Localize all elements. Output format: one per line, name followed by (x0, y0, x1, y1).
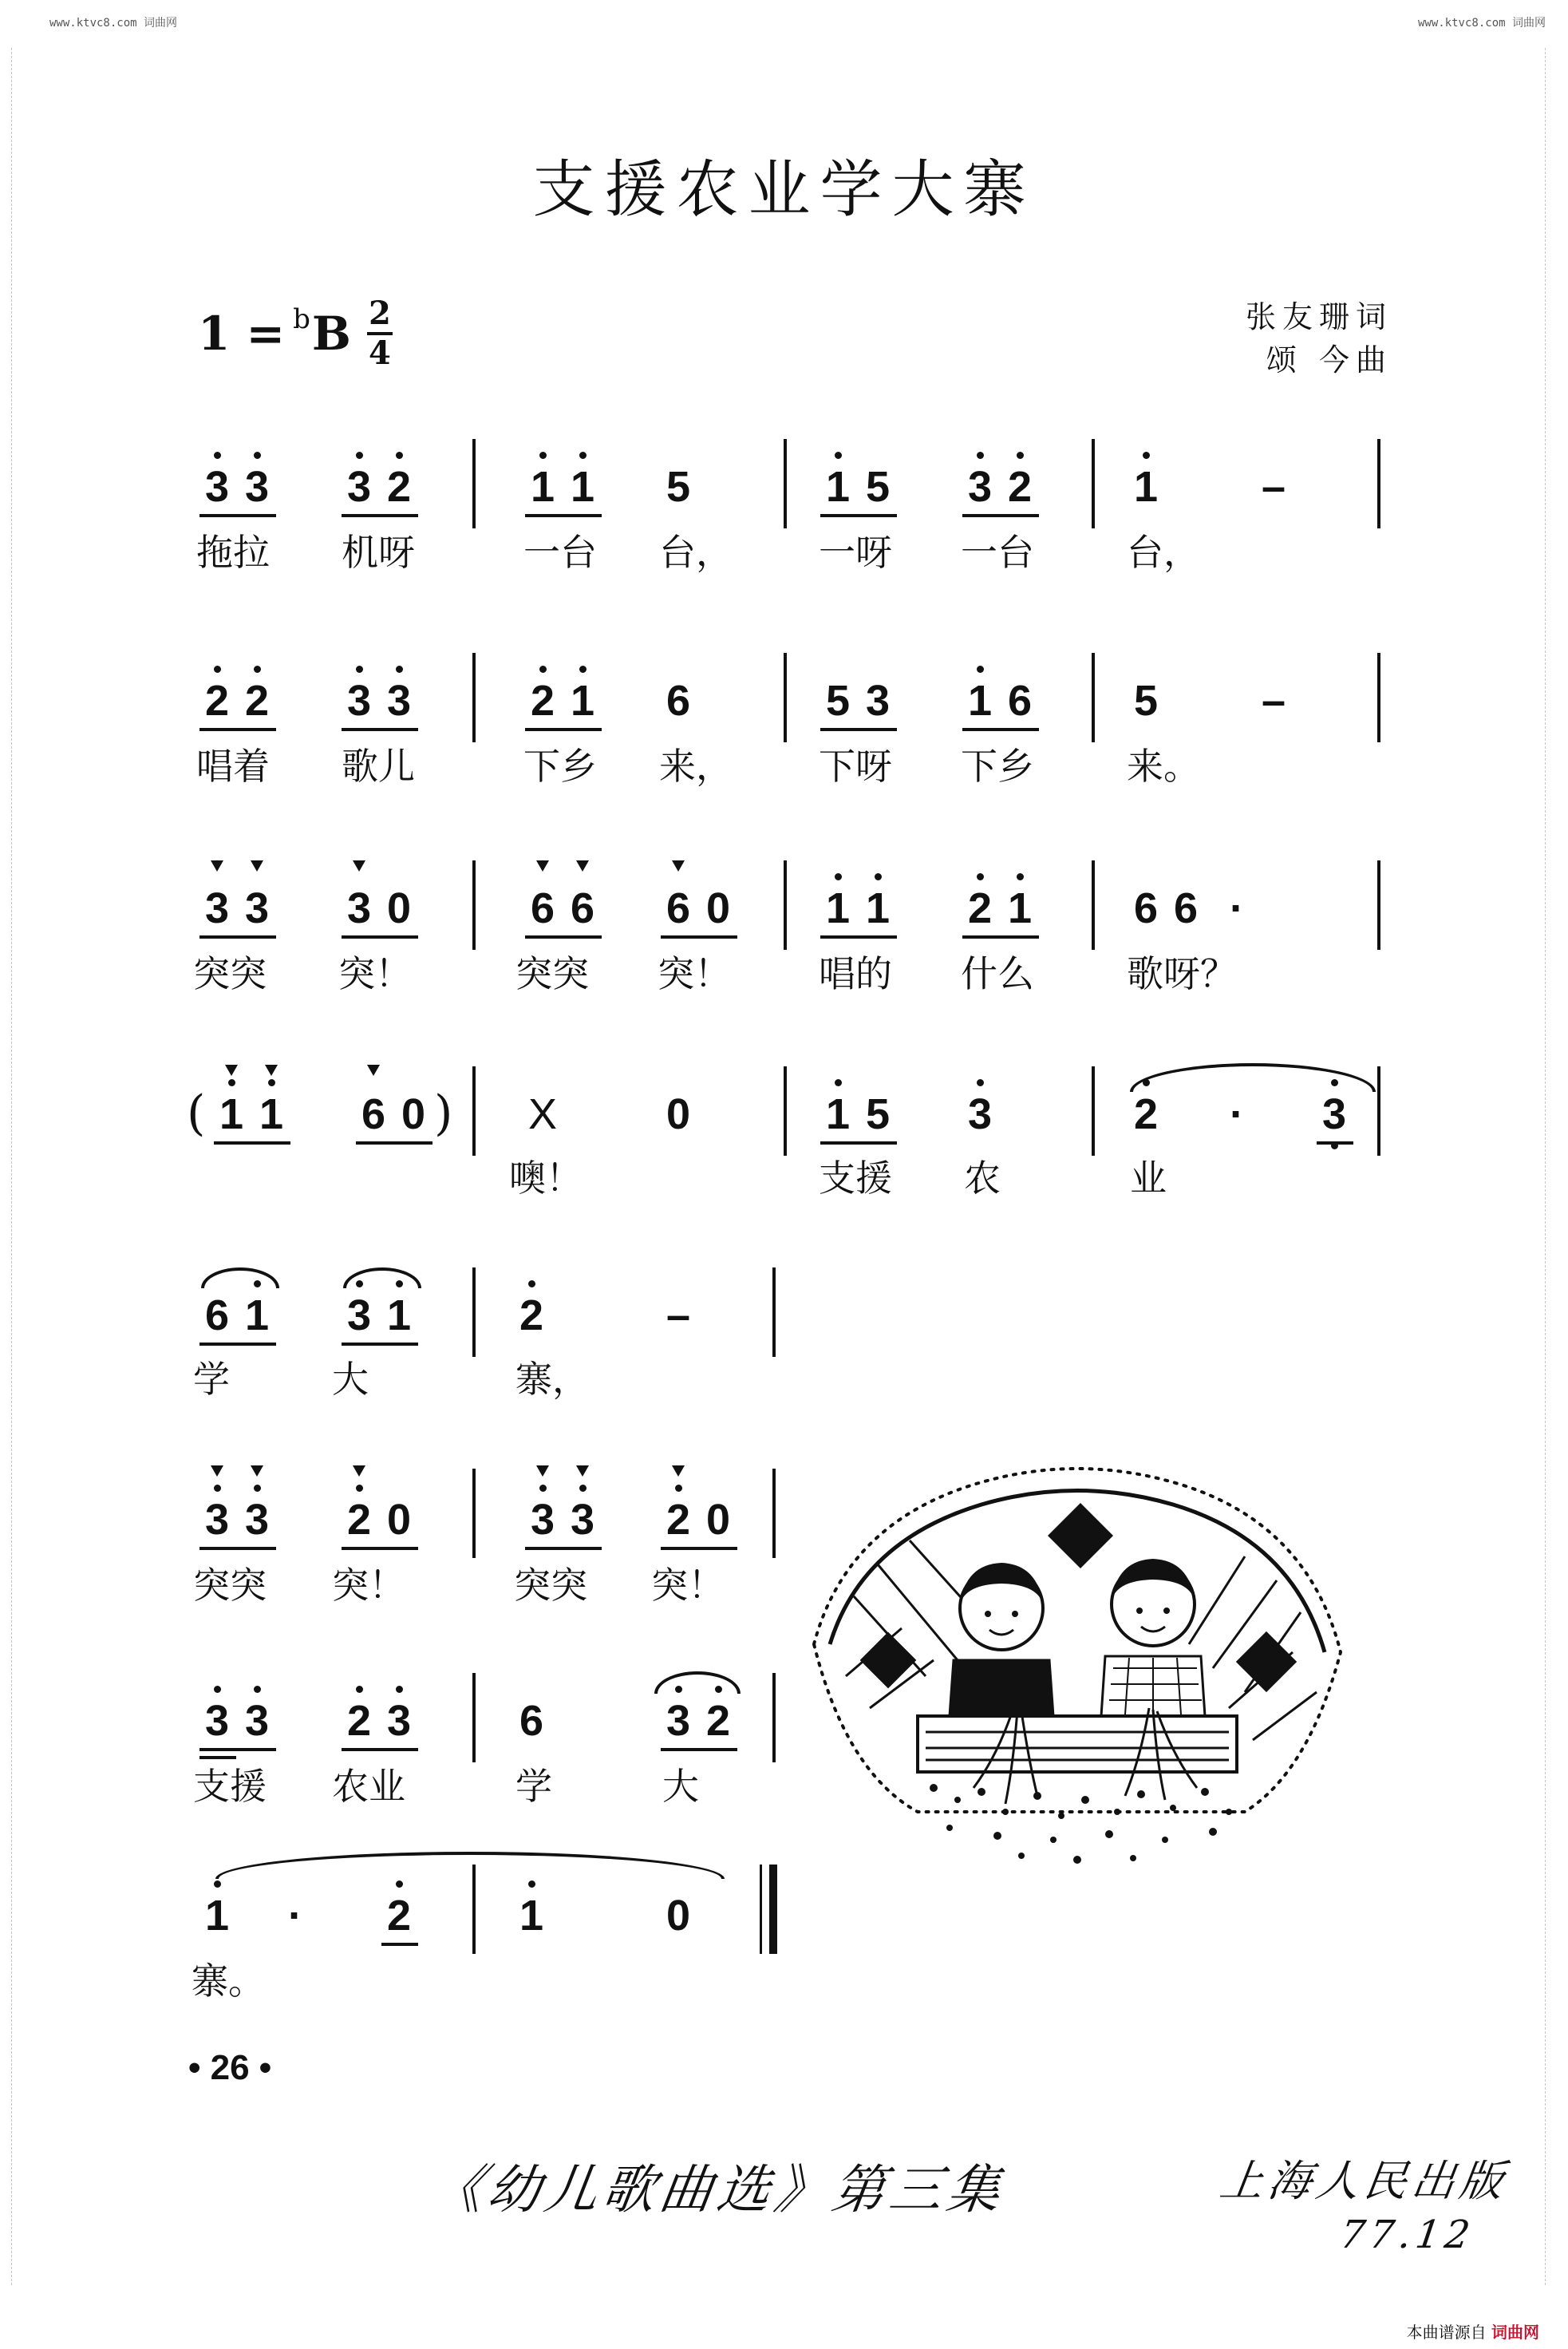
barline (784, 439, 787, 528)
slur-arc (201, 1267, 279, 1288)
lyric: 一呀 (819, 531, 892, 574)
note: 3 (865, 677, 891, 725)
lyric: 大 (662, 1765, 699, 1808)
note: 6 (204, 1291, 230, 1339)
lyric: 农业 (332, 1765, 405, 1808)
note: 3 (201, 1697, 233, 1745)
song-title: 支援农业学大寨 (532, 154, 1036, 226)
note: 6 (570, 884, 595, 932)
lyric: 寨， (515, 1358, 589, 1401)
footer-brand-link[interactable]: 词曲网 (1491, 2323, 1539, 2342)
note: 3 (343, 1291, 375, 1339)
score-row-5 (192, 1263, 1376, 1422)
note: 1 (567, 677, 598, 725)
lyric: 下呀 (819, 745, 892, 788)
beam-underline (525, 728, 602, 731)
lyric: 台， (659, 531, 733, 574)
score-row-2 (192, 645, 1376, 805)
beam-underline (199, 1748, 276, 1751)
note: 3 (527, 1496, 559, 1544)
extension-dash: – (1261, 677, 1286, 725)
note: 3 (1318, 1090, 1350, 1138)
beam-underline (199, 728, 276, 731)
note: 2 (343, 1496, 375, 1544)
barline (472, 1673, 476, 1762)
beam-underline (661, 935, 737, 939)
note: 1 (255, 1090, 287, 1138)
note: 2 (527, 677, 559, 725)
accent-mark (251, 1465, 263, 1477)
lyric: 支援 (193, 1765, 267, 1808)
note: 1 (567, 463, 598, 511)
note: 1 (964, 677, 996, 725)
note: 3 (346, 884, 372, 932)
note: 1 (862, 884, 894, 932)
barline (784, 1066, 787, 1156)
lyric: 突突 (193, 1564, 267, 1607)
score-row-1 (192, 431, 1376, 591)
lyric: 学 (515, 1765, 552, 1808)
lyric: 歌呀？ (1127, 952, 1237, 995)
note: 3 (383, 677, 415, 725)
note: 3 (244, 884, 270, 932)
barline (1092, 653, 1095, 742)
note: 5 (865, 463, 891, 511)
key-tonic: B (311, 306, 351, 361)
footer-source (1407, 2319, 1539, 2343)
note: 1 (822, 1090, 854, 1138)
note: 3 (567, 1496, 598, 1544)
accent-mark (211, 860, 223, 872)
beam-underline (199, 1547, 276, 1550)
note: 3 (201, 1496, 233, 1544)
lyric: 突！ (651, 1564, 725, 1607)
note: 3 (964, 463, 996, 511)
beam-underline (1317, 1141, 1353, 1145)
note: 0 (666, 1892, 691, 1940)
falling-grain (930, 1784, 1232, 1864)
note: 2 (702, 1697, 734, 1745)
lyric: 来。 (1127, 745, 1200, 788)
barline (472, 1469, 476, 1558)
beam-underline (661, 1547, 737, 1550)
note: 1 (215, 1090, 247, 1138)
barline (472, 1066, 476, 1156)
lyric: 突突 (514, 1564, 587, 1607)
barline (472, 1865, 476, 1954)
note: 6 (1173, 884, 1199, 932)
beam-underline (820, 728, 897, 731)
barline (1092, 439, 1095, 528)
augmentation-dot: · (1230, 1090, 1244, 1138)
lyric: 支援 (819, 1157, 892, 1200)
beam-underline (356, 1141, 432, 1145)
beam-underline (342, 728, 418, 731)
lyric: 突！ (332, 1564, 405, 1607)
accent-mark (536, 1465, 549, 1477)
note: 1 (1130, 463, 1162, 511)
note: 1 (515, 1892, 547, 1940)
lyric: 业 (1130, 1157, 1167, 1200)
barline (472, 1267, 476, 1357)
accent-mark (353, 1465, 365, 1477)
handwritten-date: 77.12 (1337, 2213, 1478, 2257)
barline (784, 653, 787, 742)
lyric: 歌儿 (342, 745, 415, 788)
note: 5 (865, 1090, 891, 1138)
note: 0 (705, 1496, 731, 1544)
beam-underline (525, 1547, 602, 1550)
final-barline-thin (760, 1865, 762, 1954)
note: 6 (666, 677, 691, 725)
beam-underline (381, 1943, 418, 1946)
beam-underline (820, 935, 897, 939)
note: 0 (401, 1090, 426, 1138)
note: 5 (1133, 677, 1159, 725)
lyric: 拖拉 (196, 531, 270, 574)
note: 0 (666, 1090, 691, 1138)
note: 0 (386, 884, 412, 932)
lyric: 一台 (961, 531, 1034, 574)
tie-arc (215, 1852, 725, 1879)
note: 2 (343, 1697, 375, 1745)
page-number: • 26 • (188, 2048, 272, 2087)
note: 2 (515, 1291, 547, 1339)
note: 1 (383, 1291, 415, 1339)
lyric: 农 (964, 1157, 1001, 1200)
tie-arc (1130, 1063, 1376, 1092)
spoken-note: X (527, 1090, 558, 1138)
note: 1 (1004, 884, 1036, 932)
left-girl-icon (950, 1563, 1053, 1716)
open-parenthesis: ( (187, 1086, 206, 1141)
note: 2 (201, 677, 233, 725)
note: 3 (964, 1090, 996, 1138)
lyric: 唱着 (196, 745, 270, 788)
handwritten-publisher: 上海人民出版 (1217, 2156, 1511, 2206)
lyric: 噢！ (509, 1157, 583, 1200)
beam-underline (342, 935, 418, 939)
final-barline-thick (769, 1865, 777, 1954)
beam-underline (342, 1343, 418, 1346)
illustration-girls-winnowing (798, 1437, 1357, 1900)
beam-underline (525, 514, 602, 517)
barline (1377, 860, 1380, 950)
note: 5 (825, 677, 851, 725)
note: 1 (527, 463, 559, 511)
note: 6 (1007, 677, 1033, 725)
note: 0 (705, 884, 731, 932)
note: 0 (386, 1496, 412, 1544)
note: 2 (1004, 463, 1036, 511)
note: 3 (343, 677, 375, 725)
note: 6 (519, 1697, 544, 1745)
barline (472, 653, 476, 742)
note: 1 (201, 1892, 233, 1940)
augmentation-dot: · (1230, 884, 1244, 932)
winnowing-box (918, 1716, 1237, 1772)
lyric: 什么 (961, 952, 1034, 995)
beam-underline (820, 514, 897, 517)
lyric: 突！ (658, 952, 731, 995)
slur-arc (343, 1267, 421, 1288)
right-margin-strip (1545, 48, 1557, 2285)
beam-underline (199, 935, 276, 939)
beam-underline (962, 728, 1039, 731)
accent-mark (367, 1065, 380, 1076)
handwritten-source: 《幼儿歌曲选》第三集 (425, 2159, 1009, 2220)
lyric: 突突 (515, 952, 589, 995)
note: 6 (1133, 884, 1159, 932)
score-row-4 (187, 1062, 1376, 1221)
note: 2 (662, 1496, 694, 1544)
close-parenthesis: ) (434, 1086, 453, 1141)
accent-mark (251, 860, 263, 872)
basket-weave (846, 1540, 1317, 1740)
note: 2 (1130, 1090, 1162, 1138)
barline (784, 860, 787, 950)
barline (472, 860, 476, 950)
accent-mark (225, 1065, 238, 1076)
meter-top: 2 (369, 295, 391, 332)
flat-sign: b (293, 303, 310, 335)
accent-mark (672, 860, 685, 872)
note: 6 (530, 884, 555, 932)
accent-mark (672, 1465, 685, 1477)
lyric: 机呀 (342, 531, 415, 574)
footer-prefix: 本曲谱源自 (1406, 2323, 1487, 2342)
accent-mark (265, 1065, 278, 1076)
extension-dash: – (1261, 463, 1286, 511)
watermark-right: www.ktvc8.com 词曲网 (1417, 17, 1546, 30)
accent-mark (536, 860, 549, 872)
beam-underline (525, 935, 602, 939)
beam-underline (962, 514, 1039, 517)
note: 1 (822, 884, 854, 932)
barline (472, 439, 476, 528)
beam-underline (342, 1748, 418, 1751)
key-signature (198, 294, 393, 374)
barline (1377, 439, 1380, 528)
note: 6 (361, 1090, 386, 1138)
note: 6 (666, 884, 691, 932)
beam-underline (962, 935, 1039, 939)
meter-bottom: 4 (369, 334, 391, 372)
lyric: 下乡 (523, 745, 597, 788)
note: 3 (241, 1697, 273, 1745)
lyric: 学 (193, 1358, 230, 1401)
note: 2 (383, 1892, 415, 1940)
accent-mark (576, 1465, 589, 1477)
lyric: 台， (1127, 531, 1200, 574)
note: 1 (241, 1291, 273, 1339)
barline (772, 1469, 776, 1558)
note: 5 (666, 463, 691, 511)
composer-credit: 颂 今曲 (1266, 342, 1392, 378)
note: 3 (383, 1697, 415, 1745)
barline (1377, 1066, 1380, 1156)
note: 3 (241, 1496, 273, 1544)
right-girl-icon (1101, 1559, 1205, 1716)
beam-underline (342, 1547, 418, 1550)
beam-underline (342, 514, 418, 517)
accent-mark (576, 860, 589, 872)
key-prefix: 1 = (198, 306, 286, 361)
note: 2 (383, 463, 415, 511)
note: 3 (343, 463, 375, 511)
lyric: 突突 (193, 952, 267, 995)
extension-dash: – (666, 1291, 691, 1339)
lyric: 突！ (338, 952, 412, 995)
time-signature (367, 295, 393, 372)
lyric: 一台 (523, 531, 597, 574)
augmentation-dot: · (288, 1892, 302, 1940)
note: 3 (204, 884, 230, 932)
note: 3 (662, 1697, 694, 1745)
left-margin-strip (11, 48, 23, 2285)
beam-underline (820, 1141, 897, 1145)
lyricist-credit: 张友珊词 (1245, 299, 1392, 334)
beam-underline (214, 1141, 290, 1145)
lyric: 下乡 (961, 745, 1034, 788)
beam-underline (199, 1343, 276, 1346)
note: 2 (241, 677, 273, 725)
score-row-3 (192, 860, 1376, 1020)
beam-underline (661, 1748, 737, 1751)
slur-arc (654, 1671, 741, 1694)
beam-underline (199, 514, 276, 517)
lyric: 大 (332, 1358, 369, 1401)
accent-mark (353, 860, 365, 872)
barline (772, 1267, 776, 1357)
note: 1 (822, 463, 854, 511)
lyric: 寨。 (192, 1959, 265, 2003)
note: 3 (241, 463, 273, 511)
accent-mark (211, 1465, 223, 1477)
lyric: 来， (659, 745, 733, 788)
watermark-left: www.ktvc8.com 词曲网 (49, 17, 178, 30)
barline (1092, 860, 1095, 950)
barline (1377, 653, 1380, 742)
barline (772, 1673, 776, 1762)
note: 3 (201, 463, 233, 511)
lyric: 唱的 (819, 952, 892, 995)
barline (1092, 1066, 1095, 1156)
note: 2 (964, 884, 996, 932)
